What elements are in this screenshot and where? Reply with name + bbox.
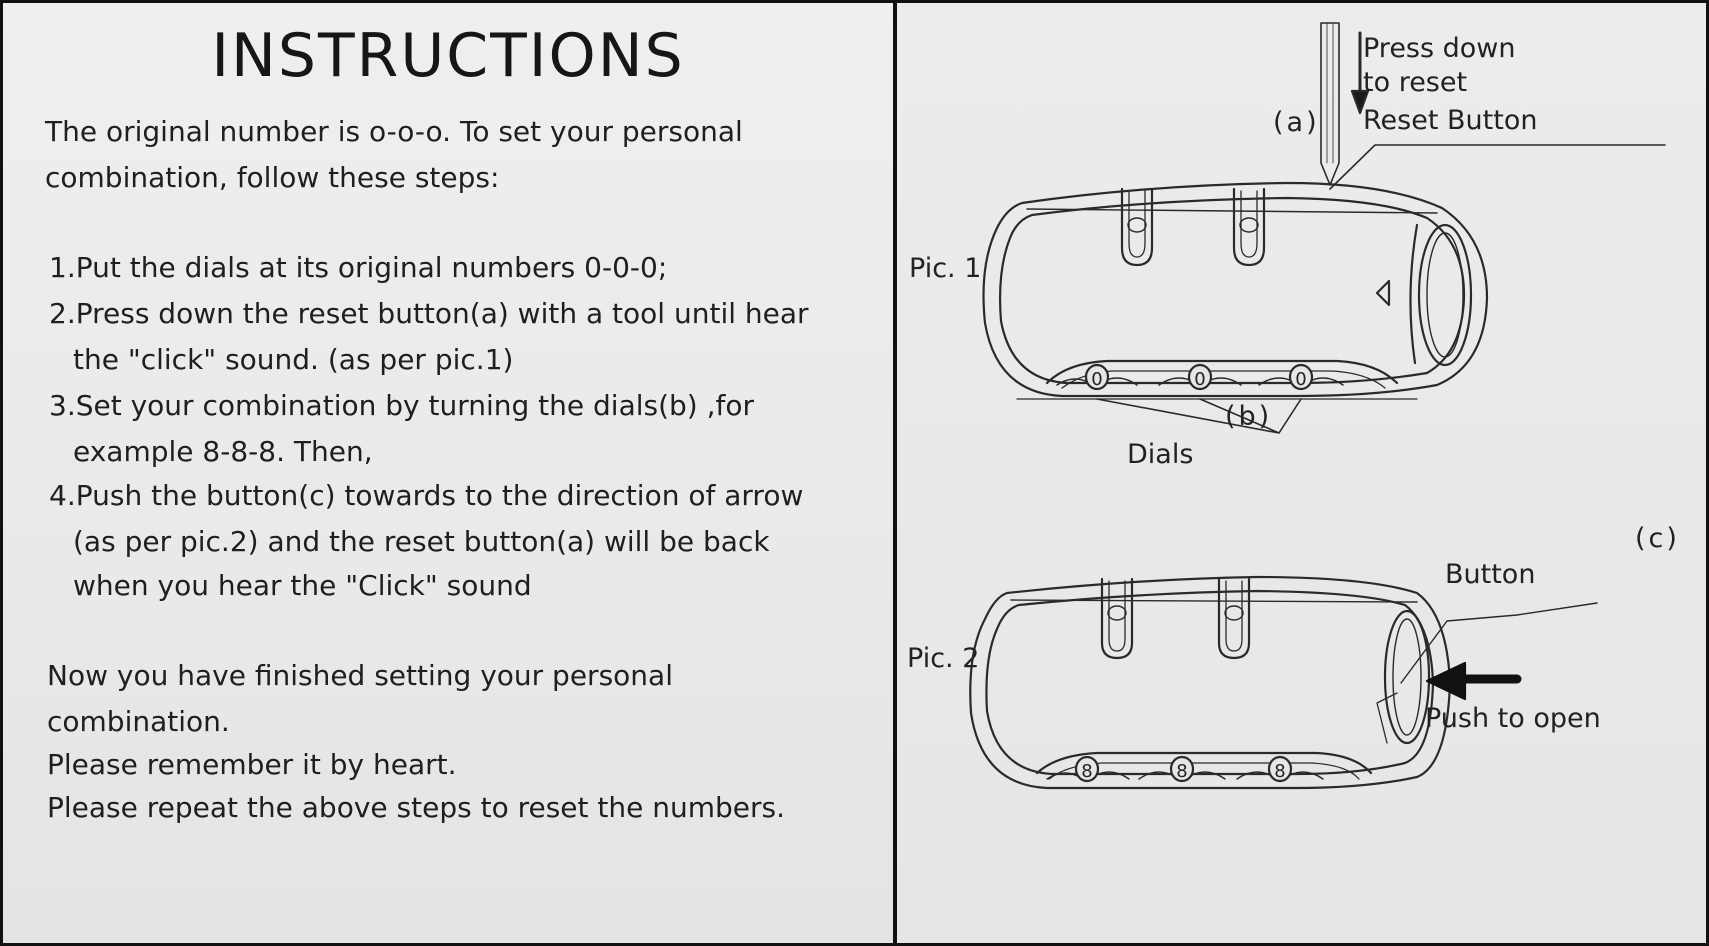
pic1-digit-2: 0 bbox=[1194, 369, 1206, 390]
lock-diagrams bbox=[897, 3, 1706, 943]
intro-line-2: combination, follow these steps: bbox=[45, 161, 500, 194]
press-down-line-1: Press down bbox=[1363, 33, 1516, 64]
button-label: Button bbox=[1445, 559, 1536, 590]
step-4-line-2: (as per pic.2) and the reset button(a) will be back bbox=[73, 525, 770, 558]
pic2-digit-3: 8 bbox=[1274, 761, 1286, 782]
label-a: (a) bbox=[1273, 107, 1320, 138]
label-c: (c) bbox=[1635, 523, 1680, 554]
dials-label: Dials bbox=[1127, 439, 1194, 470]
pic1-label: Pic. 1 bbox=[909, 253, 982, 284]
reset-button-label: Reset Button bbox=[1363, 105, 1538, 136]
step-1: 1.Put the dials at its original numbers 0-0-0; bbox=[49, 251, 668, 284]
pencil-tool-icon bbox=[1321, 23, 1339, 185]
step-4-line-3: when you hear the "Click" sound bbox=[73, 569, 532, 602]
closing-line-1: Now you have finished setting your personal bbox=[47, 659, 673, 692]
instructions-page bbox=[3, 3, 893, 943]
step-3-line-2: example 8-8-8. Then, bbox=[73, 435, 373, 468]
push-arrow-icon bbox=[1427, 663, 1517, 699]
push-to-open-label: Push to open bbox=[1425, 703, 1601, 734]
label-b: (b) bbox=[1225, 401, 1273, 432]
page-title: INSTRUCTIONS bbox=[211, 21, 685, 91]
step-2-line-1: 2.Press down the reset button(a) with a tool until hear bbox=[49, 297, 809, 330]
diagram-page bbox=[897, 3, 1706, 943]
pic1-digit-1: 0 bbox=[1091, 369, 1103, 390]
step-4-line-1: 4.Push the button(c) towards to the direction of arrow bbox=[49, 479, 804, 512]
closing-line-3: Please remember it by heart. bbox=[47, 748, 457, 781]
press-down-line-2: to reset bbox=[1363, 67, 1468, 98]
pic2-label: Pic. 2 bbox=[907, 643, 980, 674]
closing-line-2: combination. bbox=[47, 705, 230, 738]
closing-line-4: Please repeat the above steps to reset the numbers. bbox=[47, 791, 786, 824]
pic2-digit-1: 8 bbox=[1081, 761, 1093, 782]
pic2-digit-2: 8 bbox=[1176, 761, 1188, 782]
step-2-line-2: the "click" sound. (as per pic.1) bbox=[73, 343, 514, 376]
lock-pic1-illustration bbox=[984, 183, 1488, 433]
intro-line-1: The original number is o-o-o. To set your personal bbox=[45, 115, 743, 148]
lock-pic2-illustration bbox=[970, 577, 1450, 788]
pic1-digit-3: 0 bbox=[1295, 369, 1307, 390]
step-3-line-1: 3.Set your combination by turning the dials(b) ,for bbox=[49, 389, 755, 422]
